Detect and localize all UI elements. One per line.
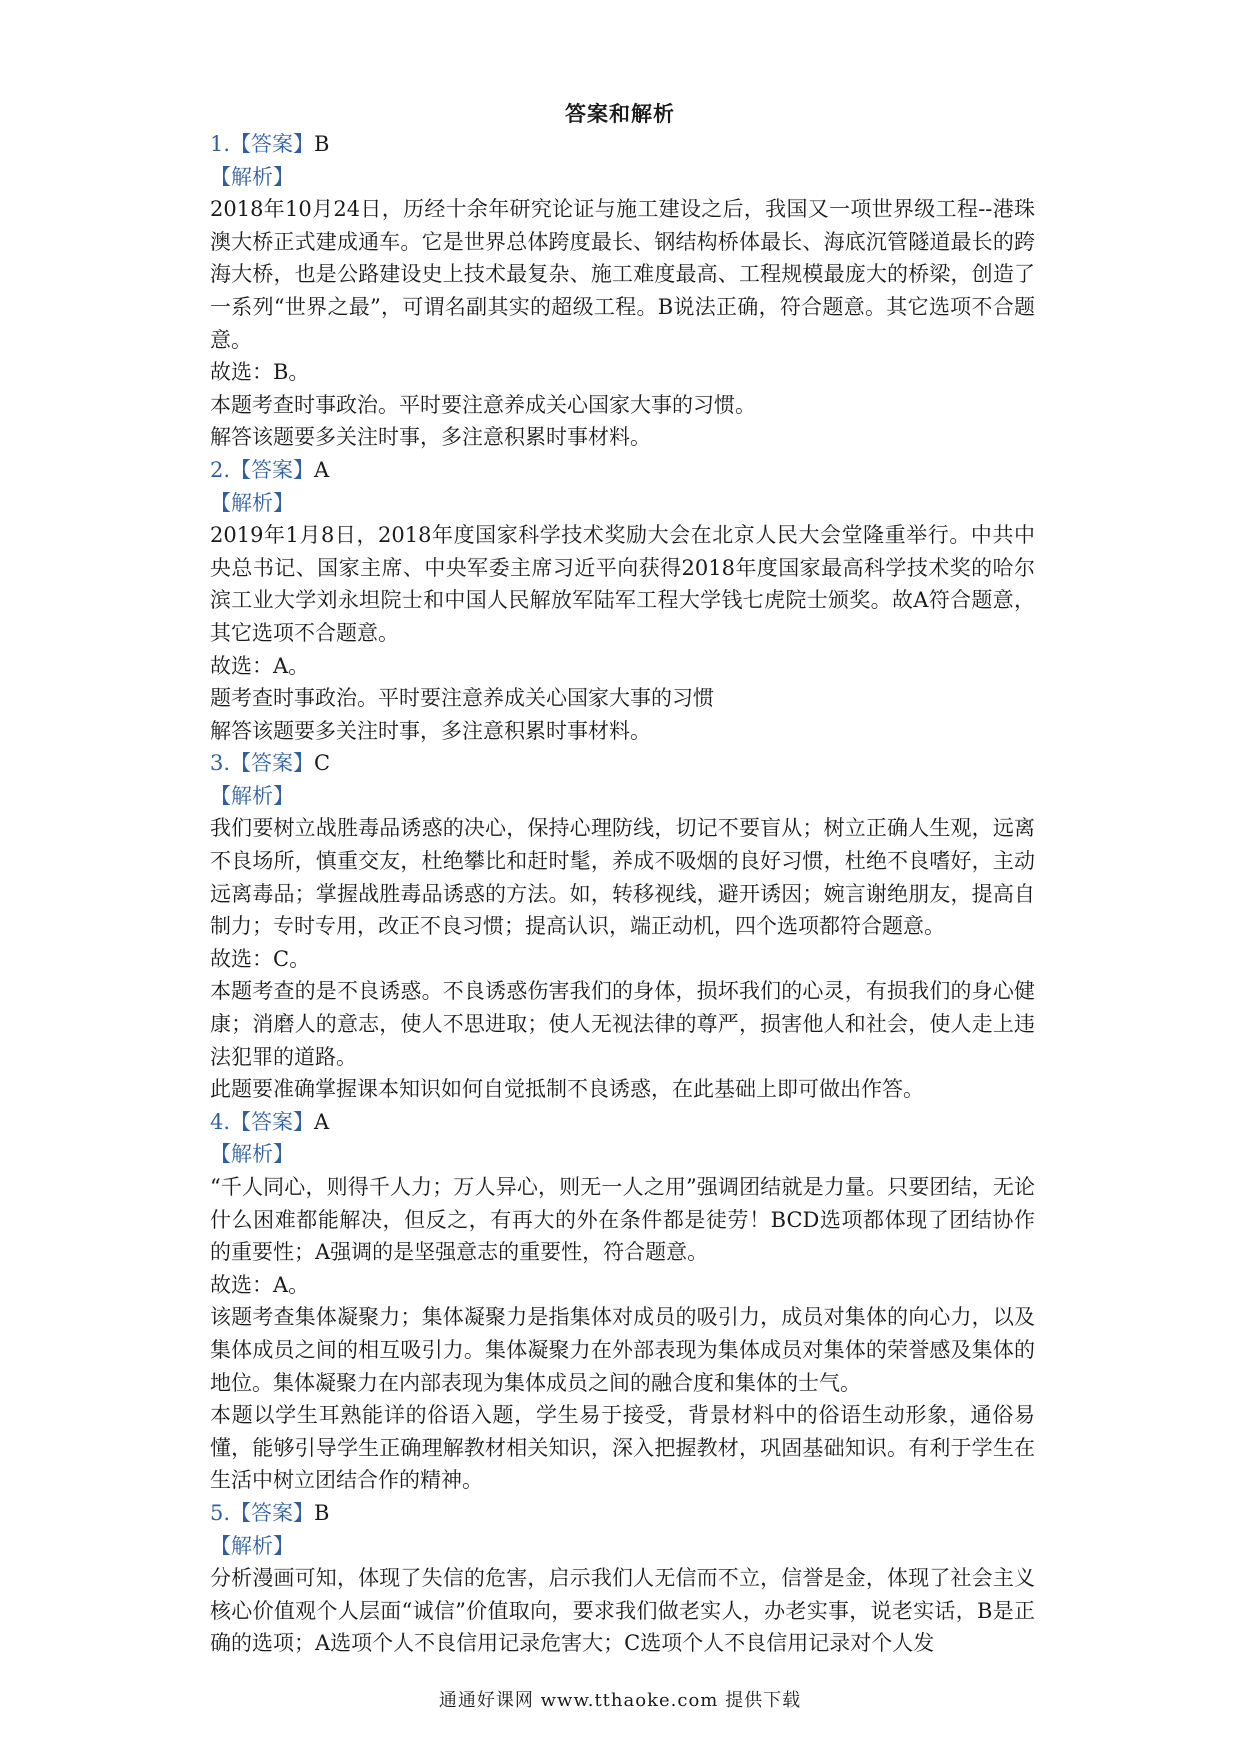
q4-number: 4. xyxy=(210,1109,231,1134)
q5-answer-tag: 【答案】 xyxy=(230,1500,315,1525)
q4-answer-tag: 【答案】 xyxy=(230,1109,315,1134)
q2-answer: A xyxy=(314,457,330,482)
page-footer: 通通好课网 www.tthaoke.com 提供下载 xyxy=(438,1690,802,1711)
q1-number: 1. xyxy=(210,132,231,156)
q2-tip: 解答该题要多关注时事，多注意积累时事材料。 xyxy=(210,718,651,743)
q5-answer: B xyxy=(314,1500,330,1525)
q2-analysis-tag: 【解析】 xyxy=(210,490,294,515)
q2-answer-tag: 【答案】 xyxy=(230,457,315,482)
q3-answer: C xyxy=(314,751,331,776)
q1-analysis-text: 2018年10月24日，历经十余年研究论证与施工建设之后，我国又一项世界级工程--港珠澳大桥正式建成通车。它是世界总体跨度最长、钢结构桥体最长、海底沉管隧道最长的跨海大桥，也是公路建设史上技术最复杂、施工难度最高、工程规模最庞大的桥梁，创造了一系列“世界之最”，可谓名副其实的超级工程。B说法正确，符合题意。其它选项不合题意。 xyxy=(210,197,1035,352)
page-title: 答案和解析 xyxy=(565,101,675,126)
q2-choice: 故选：A。 xyxy=(210,653,310,678)
q2-analysis-text: 2019年1月8日，2018年度国家科学技术奖励大会在北京人民大会堂隆重举行。中共中央总书记、国家主席、中央军委主席习近平向获得2018年度国家最高科学技术奖的哈尔滨工业大学刘永坦院士和中国人民解放军陆军工程大学钱七虎院士颁奖。故A符合题意，其它选项不合题意。 xyxy=(210,523,1035,645)
answer-content xyxy=(210,128,1035,1660)
q3-tip: 此题要准确掌握课本知识如何自觉抵制不良诱惑，在此基础上即可做出作答。 xyxy=(210,1077,924,1102)
q4-analysis-text: “千人同心，则得千人力；万人异心，则无一人之用”强调团结就是力量。只要团结，无论什么困难都能解决，但反之，有再大的外在条件都是徒劳！BCD选项都体现了团结协作的重要性；A强调的是坚强意志的重要性，符合题意。 xyxy=(210,1175,1035,1265)
q2-point: 题考查时事政治。平时要注意养成关心国家大事的习惯 xyxy=(210,686,714,711)
q3-choice: 故选：C。 xyxy=(210,946,311,971)
q3-answer-tag: 【答案】 xyxy=(230,751,315,776)
q5-analysis-text: 分析漫画可知，体现了失信的危害，启示我们人无信而不立，信誉是金，体现了社会主义核心价值观个人层面“诚信”价值取向，要求我们做老实人，办老实事，说老实话，B是正确的选项；A选项个人不良信用记录危害大；C选项个人不良信用记录对个人发 xyxy=(210,1566,1035,1656)
q5-analysis-tag: 【解析】 xyxy=(210,1533,294,1558)
q1-choice: 故选：B。 xyxy=(210,360,310,385)
q4-comment: 本题以学生耳熟能详的俗语入题，学生易于接受，背景材料中的俗语生动形象，通俗易懂，能够引导学生正确理解教材相关知识，深入把握教材，巩固基础知识。有利于学生在生活中树立团结合作的精神。 xyxy=(210,1403,1035,1493)
q5-answer-line xyxy=(210,1497,1035,1530)
q1-point: 本题考查时事政治。平时要注意养成关心国家大事的习惯。 xyxy=(210,392,756,417)
q5-number: 5. xyxy=(210,1500,231,1525)
q3-point: 本题考查的是不良诱惑。不良诱惑伤害我们的身体，损坏我们的心灵，有损我们的身心健康；消磨人的意志，使人不思进取；使人无视法律的尊严，损害他人和社会，使人走上违法犯罪的道路。 xyxy=(210,979,1035,1069)
q4-choice: 故选：A。 xyxy=(210,1272,310,1297)
q1-analysis-tag: 【解析】 xyxy=(210,164,294,189)
q2-answer-line xyxy=(210,454,1035,487)
q4-answer-line xyxy=(210,1106,1035,1139)
q4-point: 该题考查集体凝聚力；集体凝聚力是指集体对成员的吸引力，成员对集体的向心力，以及集体成员之间的相互吸引力。集体凝聚力在外部表现为集体成员对集体的荣誉感及集体的地位。集体凝聚力在内部表现为集体成员之间的融合度和集体的士气。 xyxy=(210,1305,1035,1395)
q4-analysis-tag: 【解析】 xyxy=(210,1142,294,1167)
q3-analysis-text: 我们要树立战胜毒品诱惑的决心，保持心理防线，切记不要盲从；树立正确人生观，远离不良场所，慎重交友，杜绝攀比和赶时髦，养成不吸烟的良好习惯，杜绝不良嗜好，主动远离毒品；掌握战胜毒品诱惑的方法。如，转移视线，避开诱因；婉言谢绝朋友，提高自制力；专时专用，改正不良习惯；提高认识，端正动机，四个选项都符合题意。 xyxy=(210,816,1035,939)
q2-number: 2. xyxy=(210,457,231,482)
q1-tip: 解答该题要多关注时事，多注意积累时事材料。 xyxy=(210,425,651,450)
q1-answer: B xyxy=(314,132,330,156)
q4-answer: A xyxy=(314,1109,330,1134)
q3-answer-line xyxy=(210,747,1035,780)
q1-answer-line xyxy=(210,128,1035,161)
q1-answer-tag: 【答案】 xyxy=(230,132,315,156)
q3-number: 3. xyxy=(210,751,231,776)
q3-analysis-tag: 【解析】 xyxy=(210,783,294,808)
